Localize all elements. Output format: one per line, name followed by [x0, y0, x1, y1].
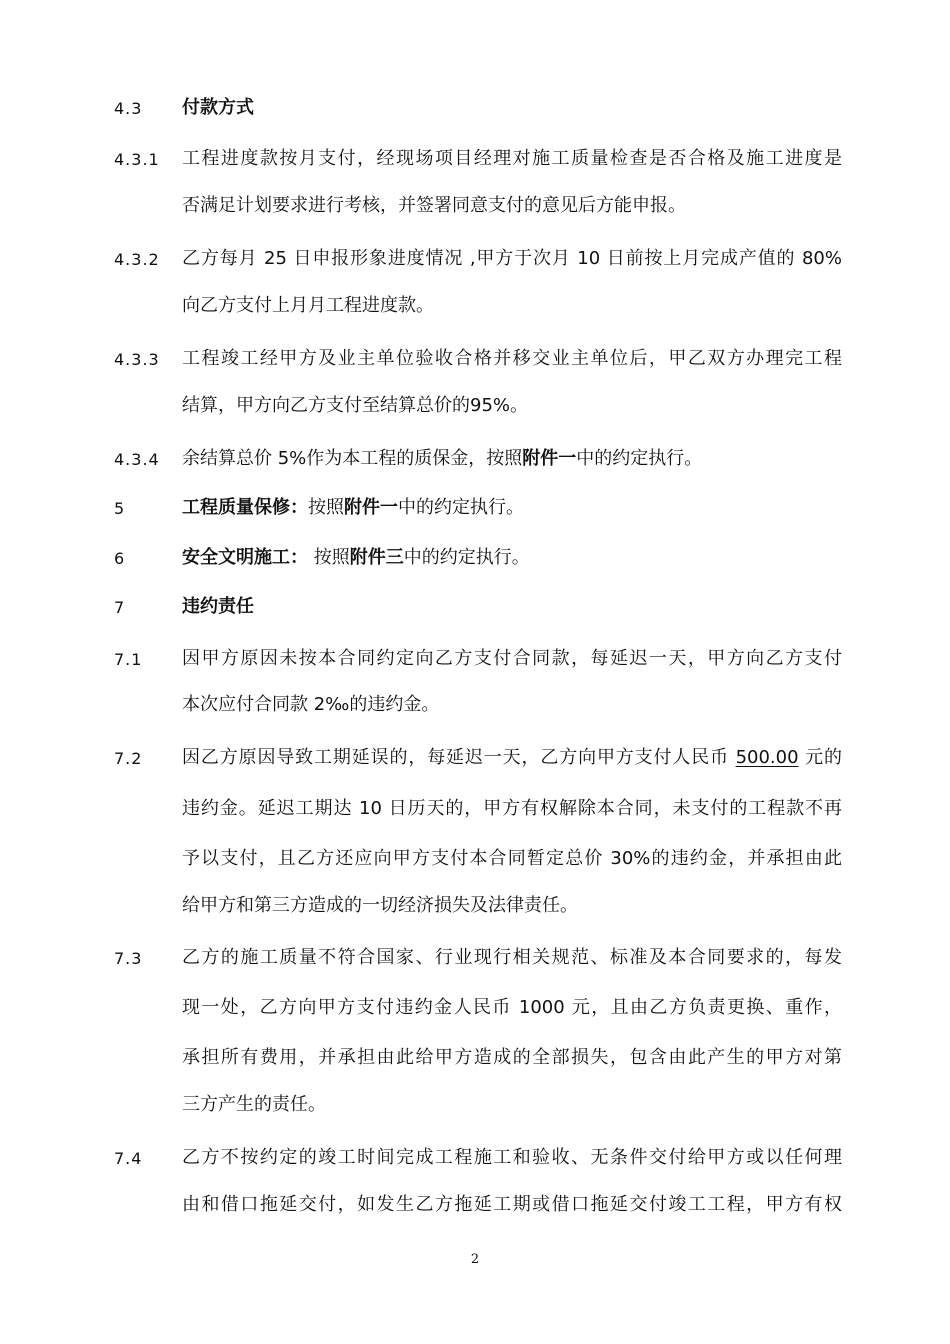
clause-line: 余结算总价 5%作为本工程的质保金，按照附件一中的约定执行。: [182, 448, 703, 469]
clause-number: 4.3.4: [114, 450, 160, 469]
section-title: 工程质量保修：按照附件一中的约定执行。: [182, 497, 524, 518]
clause-line: 工程竣工经甲方及业主单位验收合格并移交业主单位后，甲乙双方办理完工程: [182, 348, 842, 369]
clause-line: 工程进度款按月支付，经现场项目经理对施工质量检查是否合格及施工进度是: [182, 148, 842, 169]
clause-number: 7.1: [114, 650, 143, 669]
section-number: 7: [114, 598, 126, 617]
clause-line: 乙方不按约定的竣工时间完成工程施工和验收、无条件交付给甲方或以任何理: [182, 1147, 842, 1168]
clause-line: 给甲方和第三方造成的一切经济损失及法律责任。: [182, 895, 578, 916]
section-title: 安全文明施工： 按照附件三中的约定执行。: [182, 547, 530, 568]
clause-number: 7.3: [114, 949, 143, 968]
clause-line: 予以支付，且乙方还应向甲方支付本合同暂定总价 30%的违约金，并承担由此: [182, 848, 842, 869]
clause-line: 因甲方原因未按本合同约定向乙方支付合同款，每延迟一天，甲方向乙方支付: [182, 648, 842, 669]
clause-line: 结算，甲方向乙方支付至结算总价的95%。: [182, 395, 529, 416]
clause-line: 承担所有费用，并承担由此给甲方造成的全部损失，包含由此产生的甲方对第: [182, 1047, 842, 1068]
clause-line: 本次应付合同款 2‰的违约金。: [182, 694, 440, 715]
clause-line: 由和借口拖延交付，如发生乙方拖延工期或借口拖延交付竣工工程，甲方有权: [182, 1194, 842, 1215]
penalty-amount: 500.00: [735, 747, 799, 768]
section-number: 5: [114, 499, 126, 518]
section-title: 违约责任: [182, 596, 254, 617]
clause-number: 7.4: [114, 1149, 143, 1168]
section-number: 6: [114, 549, 126, 568]
clause-line: 乙方的施工质量不符合国家、行业现行相关规范、标准及本合同要求的，每发: [182, 947, 842, 968]
clause-line: 三方产生的责任。: [182, 1094, 326, 1115]
clause-line: 向乙方支付上月月工程进度款。: [182, 295, 434, 316]
page-number: 2: [470, 1252, 480, 1267]
section-number: 4.3: [114, 99, 143, 118]
clause-line: 违约金。延迟工期达 10 日历天的，甲方有权解除本合同，未支付的工程款不再: [182, 798, 842, 819]
clause-number: 7.2: [114, 749, 143, 768]
clause-number: 4.3.2: [114, 250, 160, 269]
section-title: 付款方式: [182, 97, 254, 118]
clause-line: 因乙方原因导致工期延误的，每延迟一天，乙方向甲方支付人民币 500.00 元的: [182, 747, 842, 768]
clause-number: 4.3.1: [114, 150, 160, 169]
clause-line: 乙方每月 25 日申报形象进度情况 ,甲方于次月 10 日前按上月完成产值的 80%: [182, 248, 842, 269]
clause-number: 4.3.3: [114, 350, 160, 369]
clause-line: 现一处，乙方向甲方支付违约金人民币 1000 元，且由乙方负责更换、重作，: [182, 997, 842, 1018]
clause-line: 否满足计划要求进行考核，并签署同意支付的意见后方能申报。: [182, 195, 686, 216]
